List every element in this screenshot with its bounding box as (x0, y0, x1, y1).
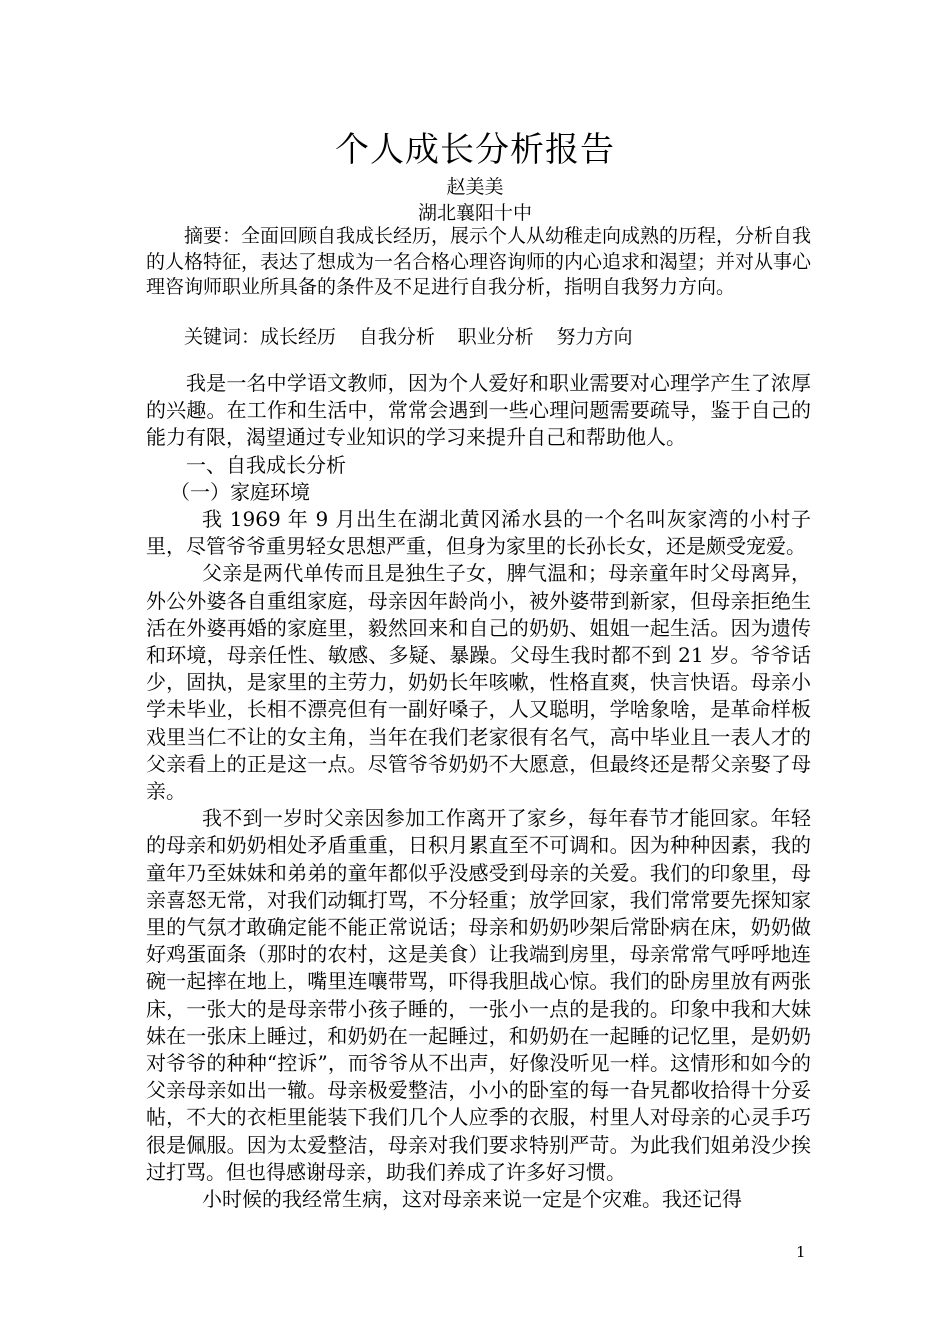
page-number: 1 (796, 1243, 806, 1261)
keywords-label: 关键词： (184, 326, 261, 348)
school-name: 湖北襄阳十中 (417, 202, 532, 224)
subsection-heading: （一）家庭环境 (170, 479, 310, 504)
document-title: 个人成长分析报告 (335, 130, 615, 170)
body-paragraph: 我不到一岁时父亲因参加工作离开了家乡，每年春节才能回家。年轻的母亲和奶奶相处矛盾重重，日积月累直至不可调和。因为种种因素，我的童年乃至妹妹和弟弟的童年都似乎没感受到母亲的关爱。我们的印象里，母亲喜怒无常，对我们动辄打骂，不分轻重；放学回家，我们常常要先探知家里的气氛才敢确定能不能正常说话；母亲和奶奶吵架后常卧病在床，奶奶做好鸡蛋面条（那时的农村，这是美食）让我端到房里，母亲常常气呼呼地连碗一起摔在地上，嘴里连嚷带骂，吓得我胆战心惊。我们的卧房里放有两张床，一张大的是母亲带小孩子睡的，一张小一点的是我的。印象中我和大妹妹在一张床上睡过，和奶奶在一起睡过，和奶奶在一起睡的记忆里，是奶奶对爷爷的种种“控诉”，而爷爷从不出声，好像没听见一样。这情形和如今的父亲母亲如出一辙。母亲极爱整洁，小小的卧室的每一旮旯都收拾得十分妥帖，不大的衣柜里能装下我们几个人应季的衣服，村里人对母亲的心灵手巧很是佩服。因为太爱整洁，母亲对我们要求特别严苛。为此我们姐弟没少挨过打骂。但也得感谢母亲，助我们养成了许多好习惯。 (146, 806, 811, 1184)
section-heading: 一、自我成长分析 (186, 452, 346, 477)
abstract-block (146, 224, 811, 301)
keywords-line (146, 324, 811, 350)
intro-paragraph: 我是一名中学语文教师，因为个人爱好和职业需要对心理学产生了浓厚的兴趣。在工作和生活中，常常会遇到一些心理问题需要疏导，鉴于自己的能力有限，渴望通过专业知识的学习来提升自己和帮助他人。 (146, 371, 811, 450)
body-paragraph: 小时候的我经常生病，这对母亲来说一定是个灾难。我还记得 (202, 1187, 742, 1212)
keyword-item: 成长经历 (260, 326, 337, 348)
author-name: 赵美美 (446, 176, 504, 198)
abstract-text: 摘要：全面回顾自我成长经历，展示个人从幼稚走向成熟的历程，分析自我的人格特征，表达了想成为一名合格心理咨询师的内心追求和渴望；并对从事心理咨询师职业所具备的条件及不足进行自我分析，指明自我努力方向。 (146, 225, 812, 298)
keyword-item: 努力方向 (556, 326, 633, 348)
body-paragraph: 父亲是两代单传而且是独生子女，脾气温和；母亲童年时父母离异，外公外婆各自重组家庭，母亲因年龄尚小，被外婆带到新家，但母亲拒绝生活在外婆再婚的家庭里，毅然回来和自己的奶奶、姐姐一起生活。因为遗传和环境，母亲任性、敏感、多疑、暴躁。父母生我时都不到 21 岁。爷爷话少，固执，是家里的主劳力，奶奶长年咳嗽，性格直爽，快言快语。母亲小学未毕业，长相不漂亮但有一副好嗓子，人又聪明，学啥象啥，是革命样板戏里当仁不让的女主角，当年在我们老家很有名气，高中毕业且一表人才的父亲看上的正是这一点。尽管爷爷奶奶不大愿意，但最终还是帮父亲娶了母亲。 (146, 561, 811, 804)
keyword-item: 职业分析 (457, 326, 534, 348)
keyword-item: 自我分析 (358, 326, 435, 348)
body-paragraph: 我 1969 年 9 月出生在湖北黄冈浠水县的一个名叫灰家湾的小村子里，尽管爷爷重男轻女思想严重，但身为家里的长孙长女，还是颇受宠爱。 (146, 507, 811, 559)
document-body (146, 370, 811, 1213)
